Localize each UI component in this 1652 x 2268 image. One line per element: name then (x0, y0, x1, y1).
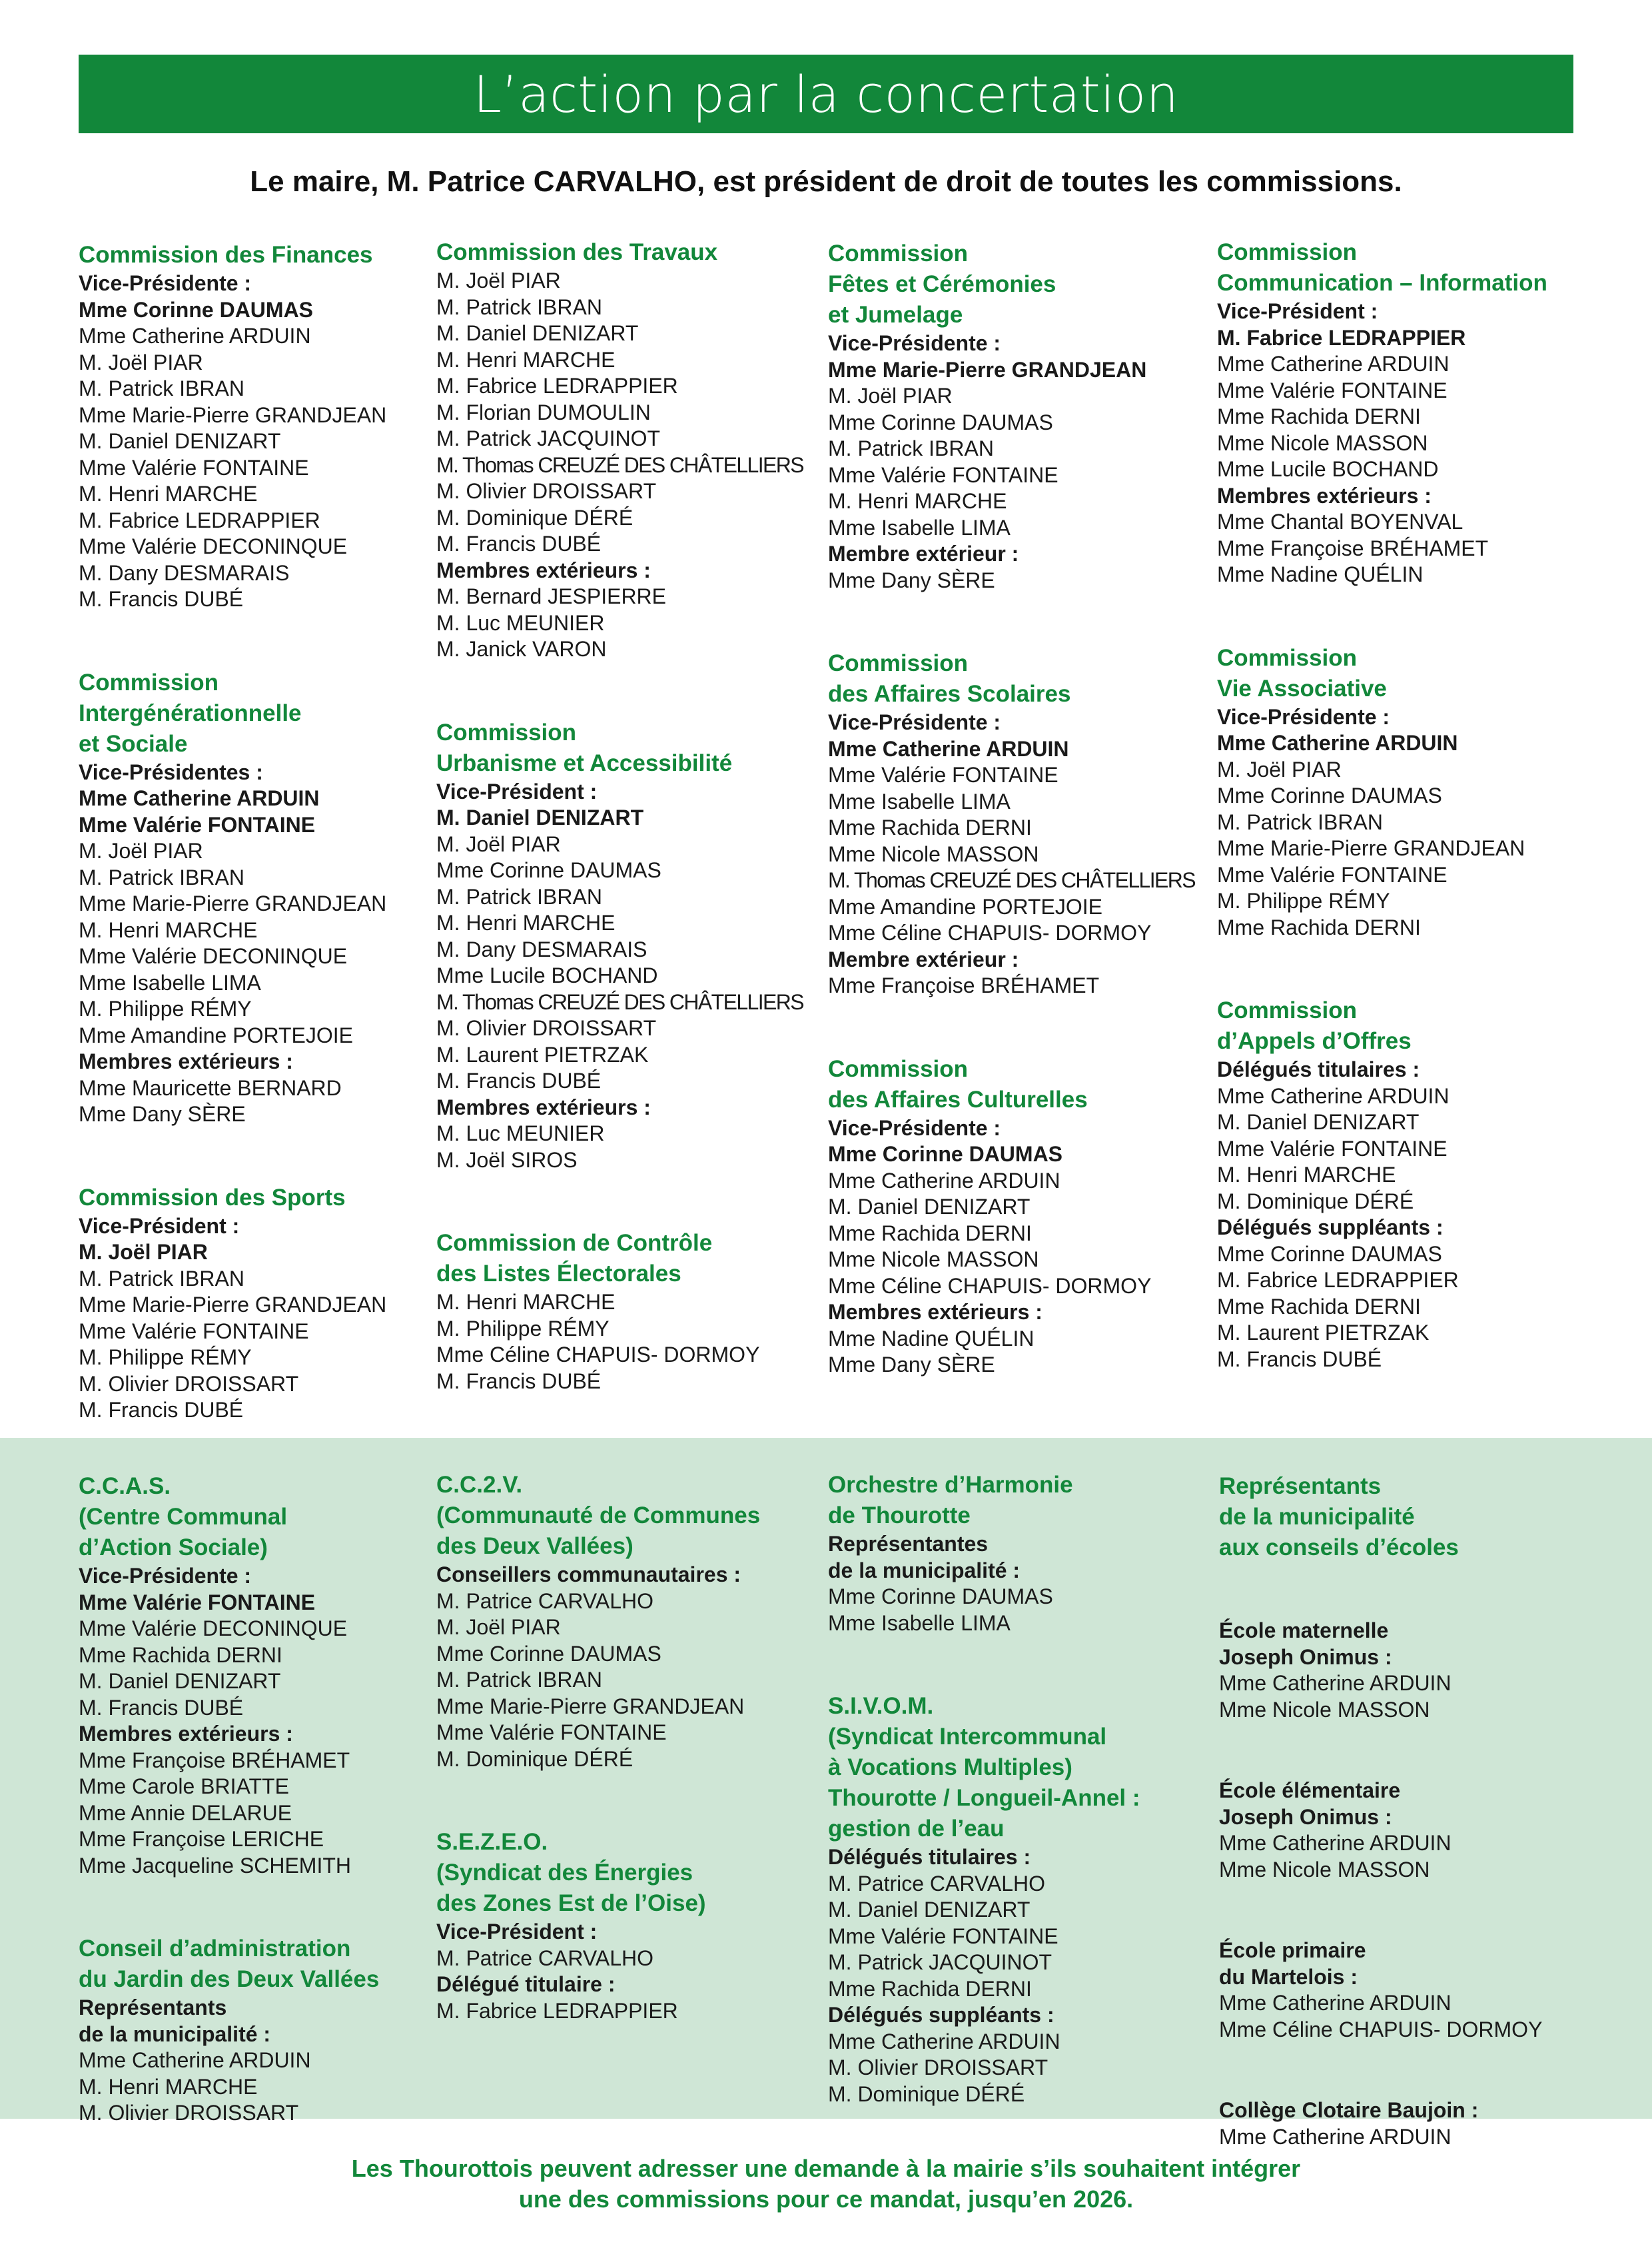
member-name: Mme Valérie FONTAINE (1217, 1136, 1447, 1161)
member-name: Mme Corinne DAUMAS (1217, 784, 1442, 808)
member-name: M. Luc MEUNIER (436, 610, 605, 635)
role-label: Mme Corinne DAUMAS (79, 297, 314, 322)
bodies-column-2 (436, 1470, 796, 2079)
member-name: Mme Rachida DERNI (1217, 404, 1421, 428)
commission-block (1219, 1938, 1579, 2043)
member-name: Mme Amandine PORTEJOIE (79, 1023, 353, 1047)
member-name: Mme Dany SÈRE (828, 1353, 995, 1377)
member-name: M. Janick VARON (436, 637, 607, 661)
member-name: Mme Catherine ARDUIN (828, 1168, 1060, 1193)
member-name: Mme Dany SÈRE (79, 1102, 246, 1126)
commission-title: Orchestre d’Harmonie de Thourotte (828, 1472, 1073, 1528)
commission-block (79, 668, 438, 1128)
commission-title: Commission Fêtes et Cérémonies et Jumelage (828, 241, 1056, 328)
page-subtitle: Le maire, M. Patrice CARVALHO, est président de droit de toutes les commissions. (250, 165, 1402, 198)
commission-block (436, 718, 804, 1174)
bodies-column-1 (79, 1471, 438, 2181)
commission-block (828, 1054, 1188, 1379)
role-label: Mme Catherine ARDUIN (79, 786, 320, 810)
member-name: M. Patrick IBRAN (1217, 810, 1383, 834)
member-name: Mme Corinne DAUMAS (828, 410, 1053, 434)
member-name: Mme Lucile BOCHAND (1217, 457, 1439, 481)
member-name: Mme Annie DELARUE (79, 1800, 292, 1825)
member-name: Mme Françoise BRÉHAMET (828, 973, 1100, 997)
member-name: Mme Nicole MASSON (828, 842, 1039, 866)
member-name: M. Thomas CREUZÉ DES CHÂTELLIERS (436, 989, 804, 1014)
member-name: Mme Catherine ARDUIN (1217, 352, 1449, 376)
commission-block (1219, 1618, 1579, 1723)
member-name: M. Dominique DÉRÉ (828, 2081, 1025, 2106)
member-name: M. Olivier DROISSART (436, 479, 657, 503)
commission-block (436, 1470, 796, 1772)
member-name: Mme Valérie FONTAINE (79, 455, 309, 480)
commission-column-4 (1217, 237, 1577, 1427)
member-name: Mme Nadine QUÉLIN (1217, 562, 1424, 586)
member-name: M. Dominique DÉRÉ (1217, 1189, 1414, 1213)
member-name: Mme Céline CHAPUIS- DORMOY (1219, 2017, 1543, 2041)
member-name: M. Daniel DENIZART (1217, 1110, 1420, 1134)
member-name: Mme Rachida DERNI (79, 1642, 282, 1667)
role-label: Membres extérieurs : (1217, 483, 1432, 508)
commission-block (1219, 1471, 1579, 1563)
member-name: Mme Dany SÈRE (828, 568, 995, 592)
member-name: M. Daniel DENIZART (79, 429, 281, 453)
role-label: M. Fabrice LEDRAPPIER (1217, 325, 1466, 350)
commission-title: Conseil d’administration du Jardin des Deux Vallées (79, 1936, 380, 1992)
member-name: M. Patrick IBRAN (828, 436, 994, 460)
member-name: M. Dany DESMARAIS (436, 937, 647, 961)
member-name: Mme Valérie FONTAINE (828, 763, 1058, 787)
role-label: Vice-Présidentes : (79, 760, 263, 784)
member-name: Mme Marie-Pierre GRANDJEAN (1217, 836, 1525, 860)
role-label: Vice-Présidente : (828, 710, 1001, 734)
member-name: Mme Chantal BOYENVAL (1217, 510, 1463, 534)
role-label: Vice-Présidente : (1217, 704, 1390, 729)
commission-block (1219, 1778, 1579, 1883)
member-name: Mme Nicole MASSON (1219, 1857, 1430, 1882)
member-name: Mme Marie-Pierre GRANDJEAN (79, 891, 387, 915)
role-label: École primaire (1219, 1938, 1366, 1962)
role-label: Joseph Onimus : (1219, 1644, 1392, 1669)
commission-title: Commission Communication – Information (1217, 239, 1547, 296)
member-name: Mme Isabelle LIMA (79, 970, 261, 995)
commission-title: C.C.2.V. (Communauté de Communes des Deux Vallées) (436, 1472, 761, 1559)
member-name: Mme Corinne DAUMAS (1217, 1241, 1442, 1266)
member-name: M. Daniel DENIZART (436, 321, 639, 345)
commission-title: Commission de Contrôle des Listes Électorales (436, 1230, 713, 1287)
role-label: Délégué titulaire : (436, 1972, 616, 1996)
bodies-column-3 (828, 1470, 1188, 2162)
member-name: M. Joël PIAR (1217, 757, 1342, 782)
role-label: Vice-Présidente : (79, 271, 252, 295)
member-name: M. Fabrice LEDRAPPIER (1217, 1268, 1459, 1292)
footer-note: Les Thourottois peuvent adresser une demande à la mairie s’ils souhaitent intégrer une des commissions pour ce mandat, jusqu’en 2026. (351, 2155, 1301, 2213)
member-name: Mme Isabelle LIMA (828, 515, 1011, 540)
role-label: Mme Corinne DAUMAS (828, 1142, 1063, 1166)
member-name: M. Henri MARCHE (436, 1290, 616, 1314)
role-label: Collège Clotaire Baujoin : (1219, 2098, 1479, 2122)
role-label: Mme Catherine ARDUIN (1217, 731, 1458, 755)
member-name: Mme Marie-Pierre GRANDJEAN (79, 402, 387, 427)
member-name: Mme Catherine ARDUIN (79, 324, 311, 348)
member-name: M. Olivier DROISSART (436, 1016, 657, 1040)
role-label: Mme Valérie FONTAINE (79, 812, 316, 837)
member-name: Mme Catherine ARDUIN (1219, 2124, 1451, 2149)
commission-block (828, 239, 1188, 594)
commission-block (436, 1228, 796, 1395)
commission-title: Commission Urbanisme et Accessibilité (436, 719, 733, 776)
role-label: de la municipalité : (828, 1558, 1021, 1582)
member-name: M. Philippe RÉMY (79, 1345, 252, 1369)
member-name: Mme Rachida DERNI (828, 1976, 1032, 2001)
commission-title: Commission Intergénérationnelle et Sociale (79, 669, 302, 757)
role-label: Membres extérieurs : (436, 1095, 651, 1119)
member-name: M. Francis DUBÉ (79, 1398, 244, 1422)
member-name: M. Patrick JACQUINOT (828, 1950, 1052, 1974)
role-label: de la municipalité : (79, 2021, 271, 2046)
member-name: M. Patrice CARVALHO (436, 1588, 654, 1613)
commission-title: Commission des Finances (79, 242, 373, 268)
role-label: Membre extérieur : (828, 542, 1019, 566)
commission-block (79, 1471, 438, 1879)
member-name: Mme Nicole MASSON (828, 1247, 1039, 1271)
member-name: Mme Carole BRIATTE (79, 1774, 289, 1798)
commission-block (828, 1691, 1188, 2107)
member-name: Mme Jacqueline SCHEMITH (79, 1853, 351, 1878)
member-name: Mme Valérie FONTAINE (828, 462, 1058, 487)
member-name: M. Daniel DENIZART (79, 1669, 281, 1693)
member-name: M. Henri MARCHE (828, 489, 1007, 513)
member-name: M. Dominique DÉRÉ (436, 505, 633, 530)
commission-title: Commission Vie Associative (1217, 644, 1387, 702)
member-name: M. Patrick IBRAN (79, 865, 244, 889)
member-name: Mme Valérie DECONINQUE (79, 534, 348, 558)
member-name: M. Patrick IBRAN (79, 1266, 244, 1291)
member-name: M. Laurent PIETRZAK (1217, 1321, 1430, 1345)
member-name: Mme Isabelle LIMA (828, 1610, 1011, 1635)
member-name: Mme Valérie FONTAINE (1217, 378, 1447, 402)
member-name: M. Thomas CREUZÉ DES CHÂTELLIERS (436, 452, 804, 477)
member-name: M. Henri MARCHE (79, 917, 258, 942)
role-label: du Martelois : (1219, 1964, 1358, 1989)
commission-column-2 (436, 237, 804, 1449)
member-name: Mme Céline CHAPUIS- DORMOY (436, 1343, 760, 1367)
member-name: M. Dominique DÉRÉ (436, 1746, 633, 1771)
role-label: Vice-Présidente : (828, 1115, 1001, 1140)
member-name: M. Joël PIAR (828, 384, 953, 408)
member-name: M. Olivier DROISSART (828, 2055, 1048, 2079)
member-name: Mme Valérie DECONINQUE (79, 944, 348, 968)
member-name: M. Joël PIAR (436, 1615, 561, 1639)
member-name: M. Patrick IBRAN (436, 884, 602, 909)
member-name: M. Henri MARCHE (79, 482, 258, 506)
role-label: Représentants (79, 1995, 227, 2019)
role-label: École maternelle (1219, 1618, 1389, 1642)
commission-title: Commission des Affaires Scolaires (828, 650, 1071, 707)
role-label: Membres extérieurs : (436, 558, 651, 582)
commission-block (1217, 995, 1577, 1373)
member-name: Mme Marie-Pierre GRANDJEAN (436, 1694, 745, 1718)
role-label: Joseph Onimus : (1219, 1804, 1392, 1829)
member-name: Mme Mauricette BERNARD (79, 1075, 342, 1100)
page-title: L’action par la concertation (473, 64, 1179, 124)
member-name: M. Daniel DENIZART (828, 1898, 1031, 1922)
role-label: Vice-Président : (436, 1920, 598, 1944)
role-label: M. Daniel DENIZART (436, 806, 644, 830)
member-name: M. Olivier DROISSART (79, 1371, 299, 1396)
role-label: Délégués suppléants : (1217, 1215, 1444, 1239)
member-name: Mme Françoise BRÉHAMET (79, 1748, 350, 1772)
member-name: Mme Rachida DERNI (828, 816, 1032, 840)
commission-title: S.E.Z.E.O. (Syndicat des Énergies des Zones Est de l’Oise) (436, 1829, 706, 1916)
member-name: M. Patrick IBRAN (436, 294, 602, 319)
member-name: Mme Catherine ARDUIN (1219, 1671, 1451, 1695)
commission-block (79, 240, 438, 613)
member-name: Mme Lucile BOCHAND (436, 963, 658, 987)
role-label: Mme Valérie FONTAINE (79, 1590, 316, 1614)
member-name: Mme Françoise LERICHE (79, 1827, 324, 1851)
member-name: M. Luc MEUNIER (436, 1121, 605, 1145)
member-name: Mme Rachida DERNI (1217, 915, 1421, 939)
commission-block (436, 237, 804, 663)
member-name: M. Philippe RÉMY (1217, 889, 1390, 913)
member-name: M. Patrick JACQUINOT (436, 426, 661, 450)
member-name: Mme Nicole MASSON (1217, 430, 1428, 455)
member-name: M. Joël PIAR (79, 839, 203, 863)
member-name: M. Joël SIROS (436, 1147, 578, 1172)
commission-title: Commission d’Appels d’Offres (1217, 997, 1412, 1054)
bodies-column-4 (1219, 1471, 1579, 2205)
commission-block (436, 1827, 796, 2024)
member-name: M. Henri MARCHE (436, 911, 616, 935)
member-name: M. Patrick IBRAN (436, 1668, 602, 1692)
member-name: Mme Catherine ARDUIN (1219, 1831, 1451, 1855)
member-name: M. Patrice CARVALHO (436, 1946, 654, 1970)
role-label: Vice-Présidente : (79, 1564, 252, 1588)
member-name: Mme Corinne DAUMAS (436, 858, 661, 882)
member-name: M. Henri MARCHE (1217, 1163, 1396, 1187)
member-name: Mme Catherine ARDUIN (828, 2029, 1060, 2053)
member-name: Mme Françoise BRÉHAMET (1217, 536, 1489, 560)
member-name: Mme Valérie DECONINQUE (79, 1616, 348, 1640)
member-name: M. Thomas CREUZÉ DES CHÂTELLIERS (828, 868, 1196, 892)
commission-title: C.C.A.S. (Centre Communal d’Action Sociale) (79, 1473, 288, 1560)
role-label: Mme Marie-Pierre GRANDJEAN (828, 357, 1147, 382)
member-name: M. Daniel DENIZART (828, 1195, 1031, 1219)
role-label: Délégués suppléants : (828, 2003, 1054, 2027)
commission-title: Commission des Travaux (436, 239, 718, 265)
commission-column-3 (828, 239, 1196, 1433)
member-name: Mme Valérie FONTAINE (1217, 862, 1447, 887)
member-name: M. Fabrice LEDRAPPIER (436, 1998, 678, 2023)
role-label: Délégués titulaires : (828, 1845, 1031, 1869)
commission-block (828, 648, 1196, 999)
member-name: M. Francis DUBÉ (436, 532, 602, 556)
title-banner (79, 55, 1573, 133)
member-name: M. Henri MARCHE (436, 347, 616, 372)
member-name: M. Francis DUBÉ (436, 1369, 602, 1393)
member-name: M. Philippe RÉMY (436, 1316, 610, 1341)
role-label: Vice-Président : (1217, 299, 1378, 323)
role-label: Vice-Présidente : (828, 331, 1001, 355)
member-name: M. Florian DUMOULIN (436, 400, 651, 424)
role-label: Délégués titulaires : (1217, 1057, 1420, 1081)
role-label: Vice-Président : (79, 1213, 240, 1238)
member-name: Mme Valérie FONTAINE (436, 1720, 667, 1744)
role-label: Conseillers communautaires : (436, 1562, 741, 1586)
member-name: Mme Catherine ARDUIN (1219, 1991, 1451, 2015)
commission-title: Représentants de la municipalité aux conseils d’écoles (1219, 1473, 1459, 1560)
member-name: Mme Isabelle LIMA (828, 789, 1011, 814)
member-name: M. Dany DESMARAIS (79, 560, 290, 585)
member-name: M. Francis DUBÉ (436, 1069, 602, 1093)
member-name: Mme Valérie FONTAINE (828, 1924, 1058, 1948)
member-name: M. Olivier DROISSART (79, 2101, 299, 2125)
commission-block (79, 1183, 438, 1424)
commission-title: Commission des Affaires Culturelles (828, 1055, 1088, 1113)
role-label: M. Joël PIAR (79, 1240, 208, 1264)
member-name: Mme Corinne DAUMAS (436, 1641, 661, 1666)
role-label: Mme Catherine ARDUIN (828, 736, 1069, 761)
member-name: Mme Amandine PORTEJOIE (828, 894, 1102, 919)
commission-column-1 (79, 240, 438, 1478)
member-name: M. Joël PIAR (79, 350, 203, 374)
member-name: Mme Catherine ARDUIN (79, 2048, 311, 2072)
member-name: M. Francis DUBÉ (1217, 1347, 1382, 1371)
member-name: M. Joël PIAR (436, 269, 561, 292)
member-name: Mme Corinne DAUMAS (828, 1584, 1053, 1608)
commission-title: S.I.V.O.M. (Syndicat Intercommunal à Vocations Multiples) Thourotte / Longueil-Annel : gestion de l’eau (828, 1693, 1140, 1842)
member-name: Mme Valérie FONTAINE (79, 1319, 309, 1343)
role-label: Membre extérieur : (828, 947, 1019, 971)
member-name: Mme Catherine ARDUIN (1217, 1083, 1449, 1108)
member-name: Mme Nadine QUÉLIN (828, 1326, 1034, 1351)
role-label: Membres extérieurs : (79, 1049, 293, 1073)
role-label: Membres extérieurs : (79, 1722, 293, 1746)
member-name: Mme Nicole MASSON (1219, 1697, 1430, 1722)
member-name: M. Fabrice LEDRAPPIER (79, 508, 320, 532)
commission-block (1219, 2097, 1579, 2150)
member-name: Mme Rachida DERNI (828, 1221, 1032, 1245)
member-name: M. Laurent PIETRZAK (436, 1042, 649, 1067)
member-name: Mme Céline CHAPUIS- DORMOY (828, 1273, 1152, 1298)
role-label: Membres extérieurs : (828, 1300, 1042, 1324)
role-label: Vice-Président : (436, 779, 598, 804)
member-name: Mme Rachida DERNI (1217, 1294, 1421, 1319)
commission-block (1217, 237, 1577, 588)
member-name: Mme Marie-Pierre GRANDJEAN (79, 1293, 387, 1317)
member-name: M. Francis DUBÉ (79, 1695, 244, 1720)
commission-block (1217, 643, 1577, 941)
role-label: École élémentaire (1219, 1778, 1401, 1802)
commission-block (79, 1934, 438, 2127)
member-name: M. Patrick IBRAN (79, 376, 244, 400)
commission-block (828, 1470, 1188, 1636)
member-name: M. Fabrice LEDRAPPIER (436, 374, 678, 398)
member-name: Mme Céline CHAPUIS- DORMOY (828, 921, 1152, 945)
member-name: M. Henri MARCHE (79, 2074, 258, 2099)
member-name: M. Patrice CARVALHO (828, 1871, 1046, 1896)
member-name: M. Francis DUBÉ (79, 587, 244, 611)
role-label: Représentantes (828, 1532, 989, 1556)
commission-title: Commission des Sports (79, 1184, 346, 1211)
member-name: M. Bernard JESPIERRE (436, 584, 666, 608)
member-name: M. Joël PIAR (436, 832, 561, 856)
member-name: M. Philippe RÉMY (79, 997, 252, 1021)
